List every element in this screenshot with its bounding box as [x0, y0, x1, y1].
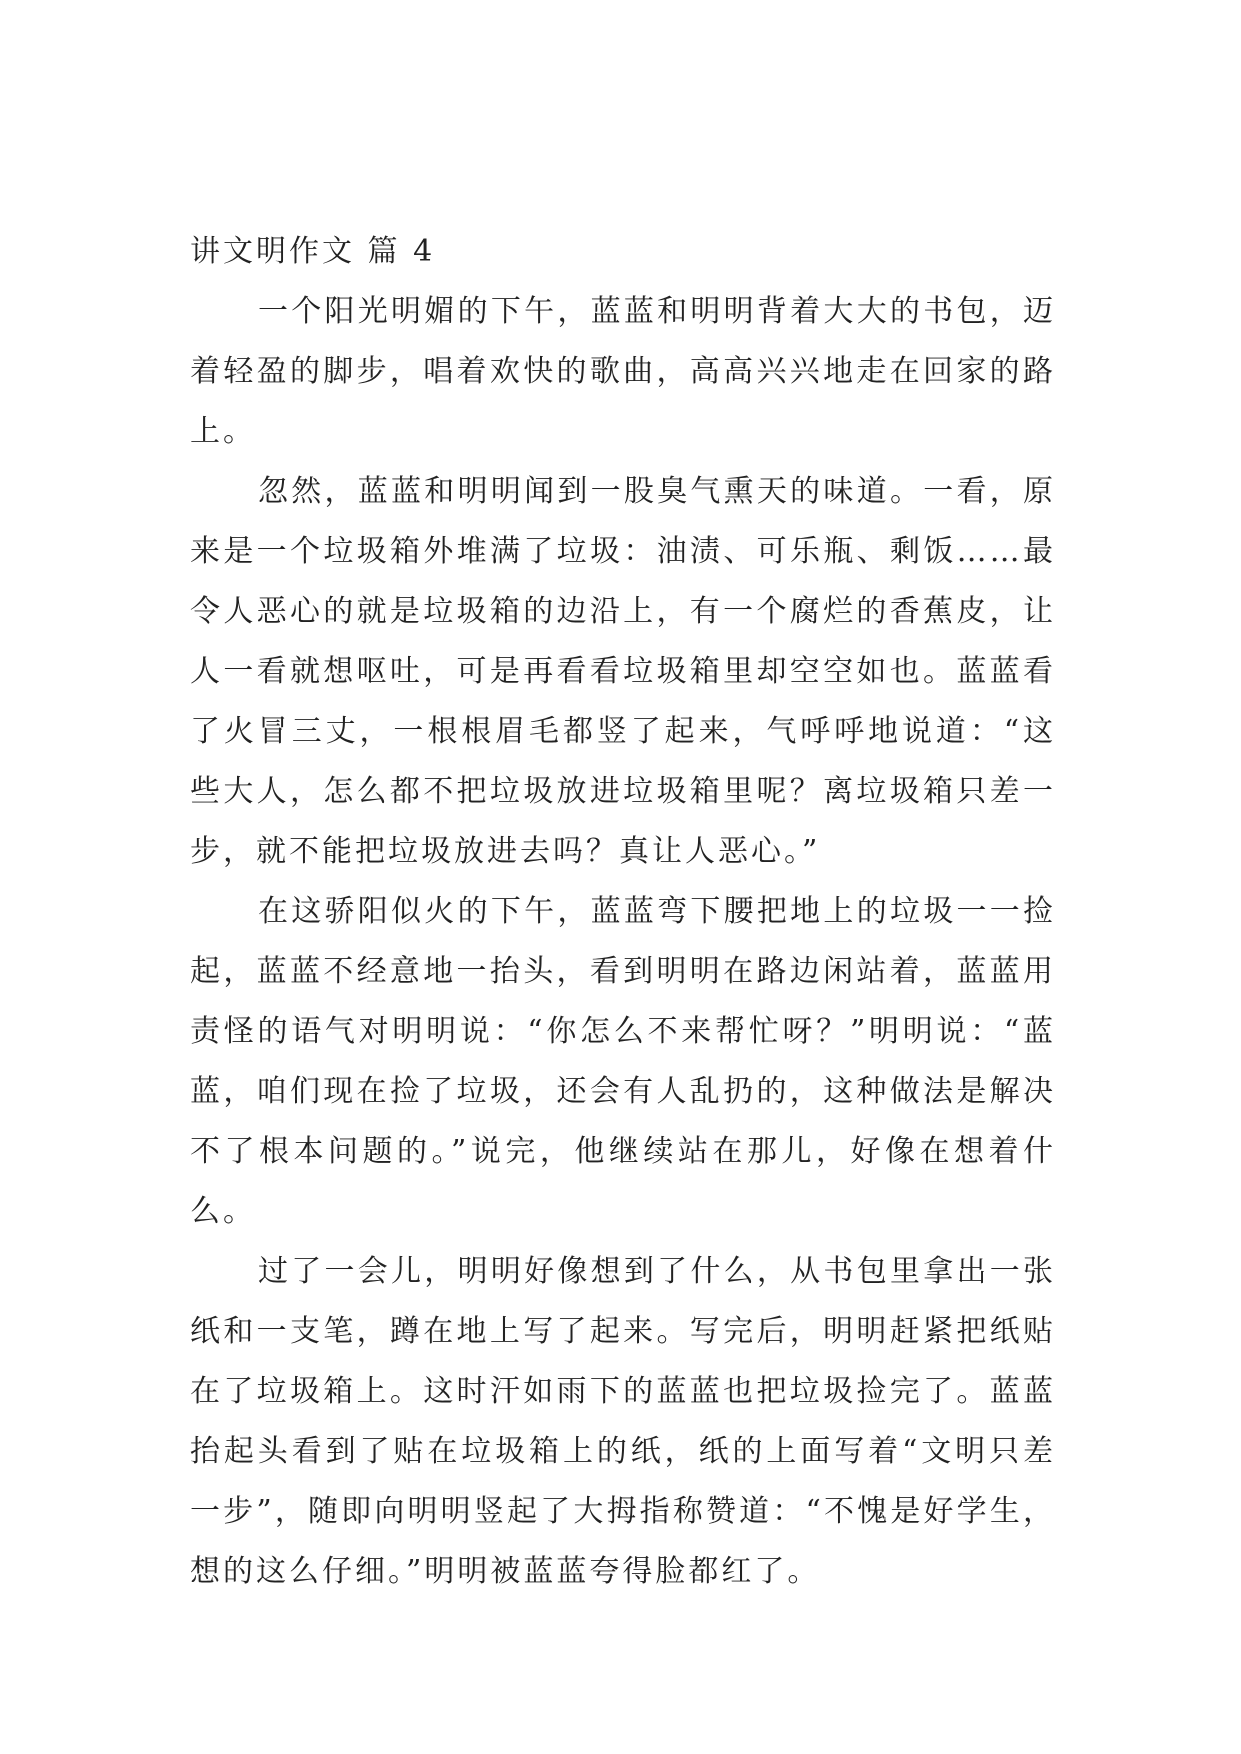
- paragraph-1: 一个阳光明媚的下午，蓝蓝和明明背着大大的书包，迈着轻盈的脚步，唱着欢快的歌曲，高高兴兴地走在回家的路上。: [190, 294, 1056, 449]
- document-title: 讲文明作文 篇 4: [190, 234, 436, 269]
- paragraph-3: 在这骄阳似火的下午，蓝蓝弯下腰把地上的垃圾一一捡起，蓝蓝不经意地一抬头，看到明明在路边闲站着，蓝蓝用责怪的语气对明明说：“你怎么不来帮忙呀？”明明说：“蓝蓝，咱们现在捡了垃圾，还会有人乱扔的，这种做法是解决不了根本问题的。”说完，他继续站在那儿，好像在想着什么。: [190, 894, 1056, 1229]
- paragraph-2: 忽然，蓝蓝和明明闻到一股臭气熏天的味道。一看，原来是一个垃圾箱外堆满了垃圾：油渍、可乐瓶、剩饭……最令人恶心的就是垃圾箱的边沿上，有一个腐烂的香蕉皮，让人一看就想呕吐，可是再看看垃圾箱里却空空如也。蓝蓝看了火冒三丈，一根根眉毛都竖了起来，气呼呼地说道：“这些大人，怎么都不把垃圾放进垃圾箱里呢？离垃圾箱只差一步，就不能把垃圾放进去吗？真让人恶心。”: [190, 474, 1056, 869]
- document-body: [190, 222, 1056, 1602]
- paragraph-4: 过了一会儿，明明好像想到了什么，从书包里拿出一张纸和一支笔，蹲在地上写了起来。写完后，明明赶紧把纸贴在了垃圾箱上。这时汗如雨下的蓝蓝也把垃圾捡完了。蓝蓝抬起头看到了贴在垃圾箱上的纸，纸的上面写着“文明只差一步”，随即向明明竖起了大拇指称赞道：“不愧是好学生，想的这么仔细。”明明被蓝蓝夸得脸都红了。: [190, 1254, 1056, 1589]
